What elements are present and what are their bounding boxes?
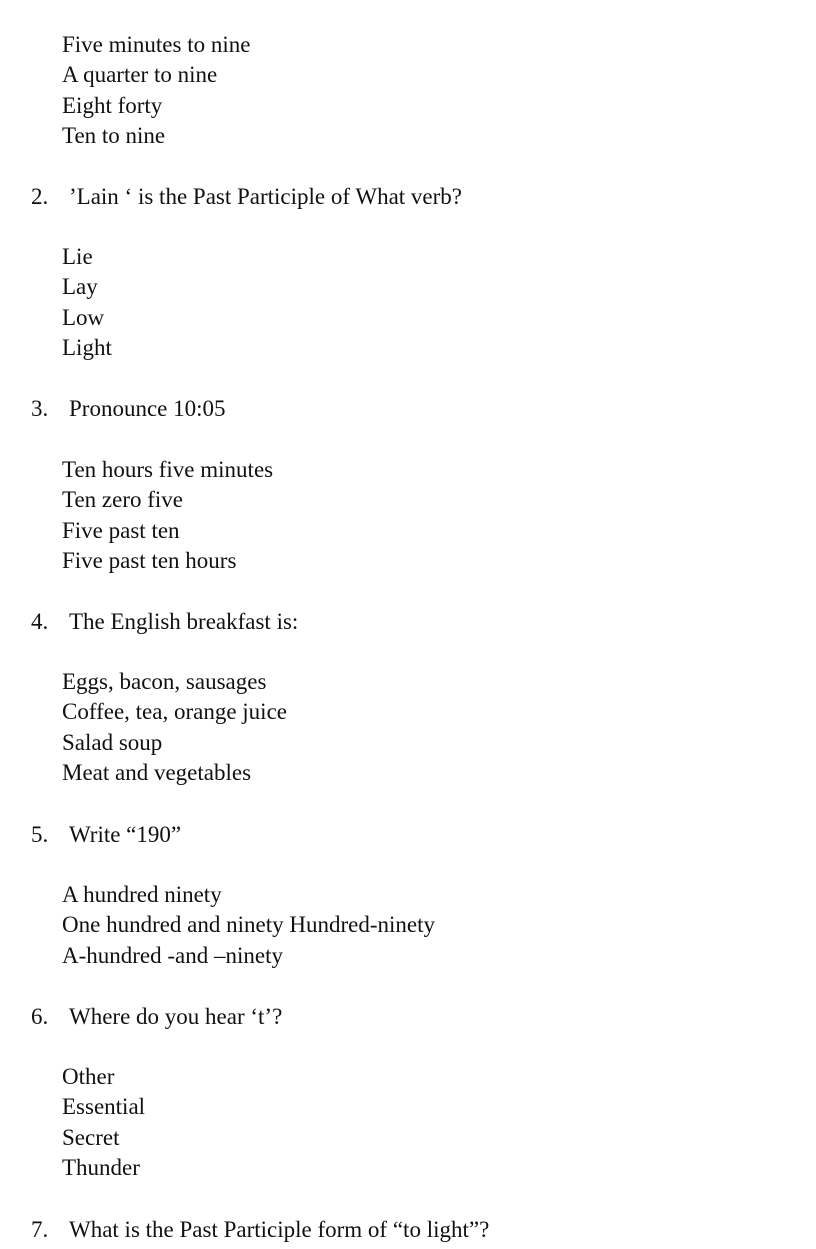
q3-question bbox=[31, 394, 226, 424]
q6-number: 6. bbox=[31, 1004, 49, 1029]
q5-option: One hundred and ninety Hundred-ninety bbox=[62, 912, 436, 938]
q6-option: Other bbox=[62, 1064, 115, 1089]
q6-text: Where do you hear ‘t’? bbox=[69, 1004, 283, 1029]
q2-number: 2. bbox=[31, 184, 49, 209]
q6-question bbox=[31, 1002, 282, 1032]
q3-options bbox=[62, 455, 273, 577]
q4-option: Eggs, bacon, sausages bbox=[62, 669, 267, 694]
q3-text: Pronounce 10:05 bbox=[69, 396, 226, 421]
q2-text: ’Lain ‘ is the Past Participle of What verb? bbox=[69, 184, 463, 209]
q4-question bbox=[31, 607, 298, 637]
q2-option: Light bbox=[62, 335, 112, 361]
q1-option: Five minutes to nine bbox=[62, 32, 251, 57]
q2-option: Low bbox=[62, 304, 105, 330]
q7-question bbox=[31, 1215, 489, 1245]
q5-option: A-hundred -and –ninety bbox=[62, 942, 283, 968]
q6-option: Thunder bbox=[62, 1155, 140, 1181]
q1-options bbox=[62, 30, 250, 152]
q7-number: 7. bbox=[31, 1217, 49, 1242]
q4-option: Coffee, tea, orange juice bbox=[62, 699, 287, 725]
q5-number: 5. bbox=[31, 822, 49, 847]
q6-options bbox=[62, 1062, 145, 1184]
q4-options bbox=[62, 667, 287, 789]
q4-number: 4. bbox=[31, 609, 49, 634]
q2-option: Lay bbox=[62, 274, 98, 300]
q1-option: Eight forty bbox=[62, 92, 163, 118]
q3-option: Five past ten bbox=[62, 517, 180, 543]
q4-option: Salad soup bbox=[62, 729, 163, 755]
q4-text: The English breakfast is: bbox=[69, 609, 299, 634]
q5-option: A hundred ninety bbox=[62, 882, 222, 907]
q7-text: What is the Past Participle form of “to light”? bbox=[69, 1217, 490, 1242]
q2-question bbox=[31, 182, 462, 212]
q4-option: Meat and vegetables bbox=[62, 760, 252, 786]
q3-option: Ten hours five minutes bbox=[62, 457, 274, 482]
q6-option: Essential bbox=[62, 1094, 146, 1120]
q5-options bbox=[62, 880, 435, 971]
q1-option: Ten to nine bbox=[62, 123, 166, 149]
q1-option: A quarter to nine bbox=[62, 62, 218, 88]
q5-question bbox=[31, 820, 181, 850]
q2-option: Lie bbox=[62, 244, 93, 269]
q3-option: Five past ten hours bbox=[62, 548, 237, 574]
q5-text: Write “190” bbox=[69, 822, 182, 847]
q3-number: 3. bbox=[31, 396, 49, 421]
q2-options bbox=[62, 242, 112, 364]
q3-option: Ten zero five bbox=[62, 487, 183, 513]
q6-option: Secret bbox=[62, 1124, 120, 1150]
